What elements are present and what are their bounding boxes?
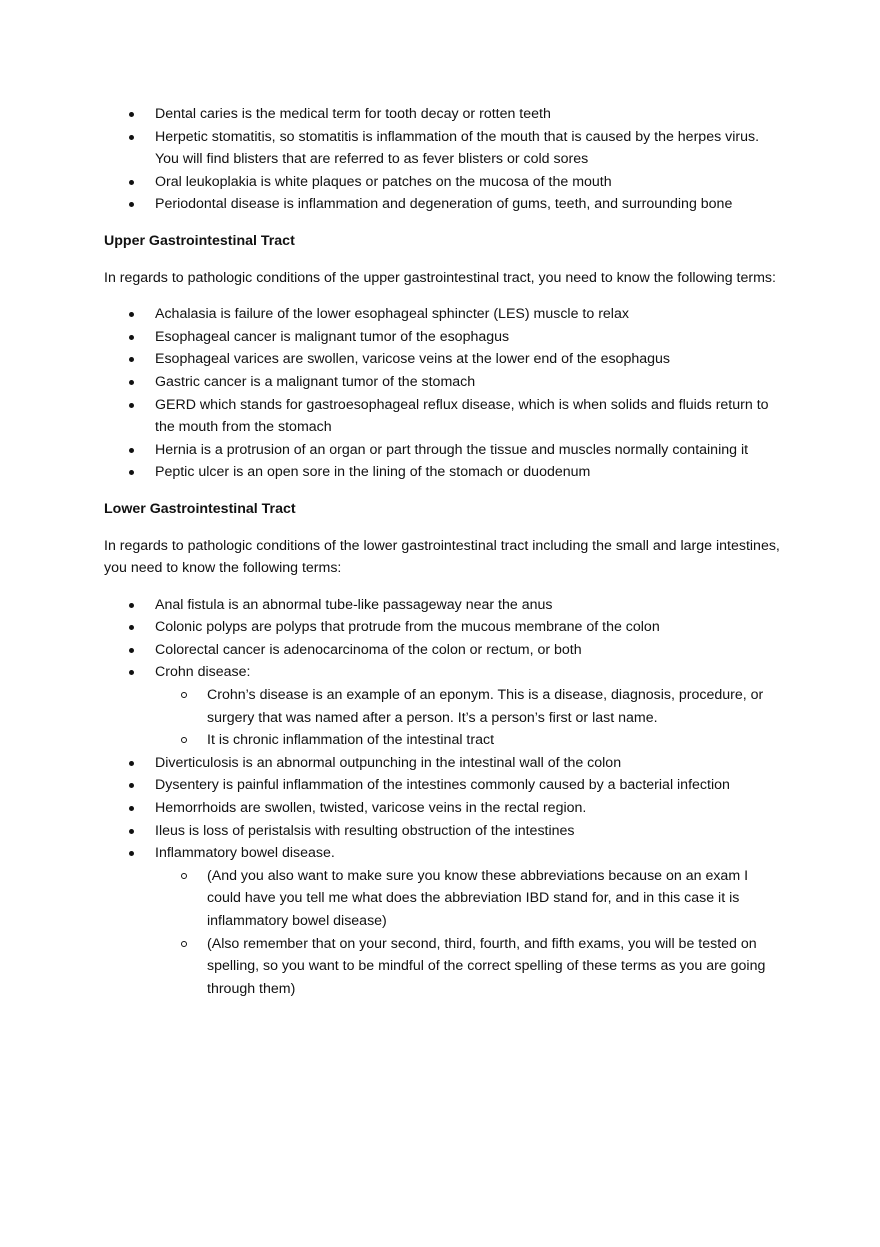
list-item: Peptic ulcer is an open sore in the lining of the stomach or duodenum [104, 461, 784, 484]
ibd-sublist [155, 865, 784, 1001]
upper-gi-list [104, 303, 784, 484]
list-item: Herpetic stomatitis, so stomatitis is inflammation of the mouth that is caused by the herpes virus. You will find blisters that are referred to as fever blisters or cold sores [104, 126, 784, 171]
list-item: Achalasia is failure of the lower esophageal sphincter (LES) muscle to relax [104, 303, 784, 326]
crohn-sublist [155, 684, 784, 752]
list-item: Hemorrhoids are swollen, twisted, varicose veins in the rectal region. [104, 797, 784, 820]
lower-gi-heading: Lower Gastrointestinal Tract [104, 500, 296, 517]
list-item-crohn [104, 661, 784, 751]
list-item: Dental caries is the medical term for tooth decay or rotten teeth [104, 103, 784, 126]
list-item: Esophageal varices are swollen, varicose veins at the lower end of the esophagus [104, 348, 784, 371]
oral-conditions-list [104, 103, 784, 216]
list-item: Esophageal cancer is malignant tumor of the esophagus [104, 326, 784, 349]
list-item: Diverticulosis is an abnormal outpunching in the intestinal wall of the colon [104, 752, 784, 775]
list-item-label: Inflammatory bowel disease. [155, 845, 335, 862]
list-item: Dysentery is painful inflammation of the intestines commonly caused by a bacterial infection [104, 774, 784, 797]
list-item: Hernia is a protrusion of an organ or part through the tissue and muscles normally containing it [104, 439, 784, 462]
list-item: Colorectal cancer is adenocarcinoma of the colon or rectum, or both [104, 639, 784, 662]
sub-list-item: It is chronic inflammation of the intestinal tract [155, 729, 784, 752]
list-item: Oral leukoplakia is white plaques or patches on the mucosa of the mouth [104, 171, 784, 194]
sub-list-item: (And you also want to make sure you know these abbreviations because on an exam I could have you tell me what does the abbreviation IBD stand for, and in this case it is inflammatory bowel disease) [155, 865, 784, 933]
list-item-label: Crohn disease: [155, 664, 251, 681]
upper-gi-intro: In regards to pathologic conditions of the upper gastrointestinal tract, you need to know the following terms: [104, 269, 776, 286]
upper-gi-heading: Upper Gastrointestinal Tract [104, 232, 295, 249]
sub-list-item: (Also remember that on your second, third, fourth, and fifth exams, you will be tested on spelling, so you want to be mindful of the correct spelling of these terms as you are going through them) [155, 933, 784, 1001]
list-item: Periodontal disease is inflammation and degeneration of gums, teeth, and surrounding bone [104, 193, 784, 216]
list-item: GERD which stands for gastroesophageal reflux disease, which is when solids and fluids return to the mouth from the stomach [104, 394, 784, 439]
lower-gi-list [104, 594, 784, 1001]
lower-gi-intro: In regards to pathologic conditions of the lower gastrointestinal tract including the small and large intestines, you need to know the following terms: [104, 537, 780, 577]
list-item-ibd [104, 842, 784, 1000]
sub-list-item: Crohn’s disease is an example of an eponym. This is a disease, diagnosis, procedure, or surgery that was named after a person. It’s a person’s first or last name. [155, 684, 784, 729]
list-item: Colonic polyps are polyps that protrude from the mucous membrane of the colon [104, 616, 784, 639]
list-item: Anal fistula is an abnormal tube-like passageway near the anus [104, 594, 784, 617]
list-item: Ileus is loss of peristalsis with resulting obstruction of the intestines [104, 820, 784, 843]
document-content [104, 103, 784, 1000]
list-item: Gastric cancer is a malignant tumor of the stomach [104, 371, 784, 394]
